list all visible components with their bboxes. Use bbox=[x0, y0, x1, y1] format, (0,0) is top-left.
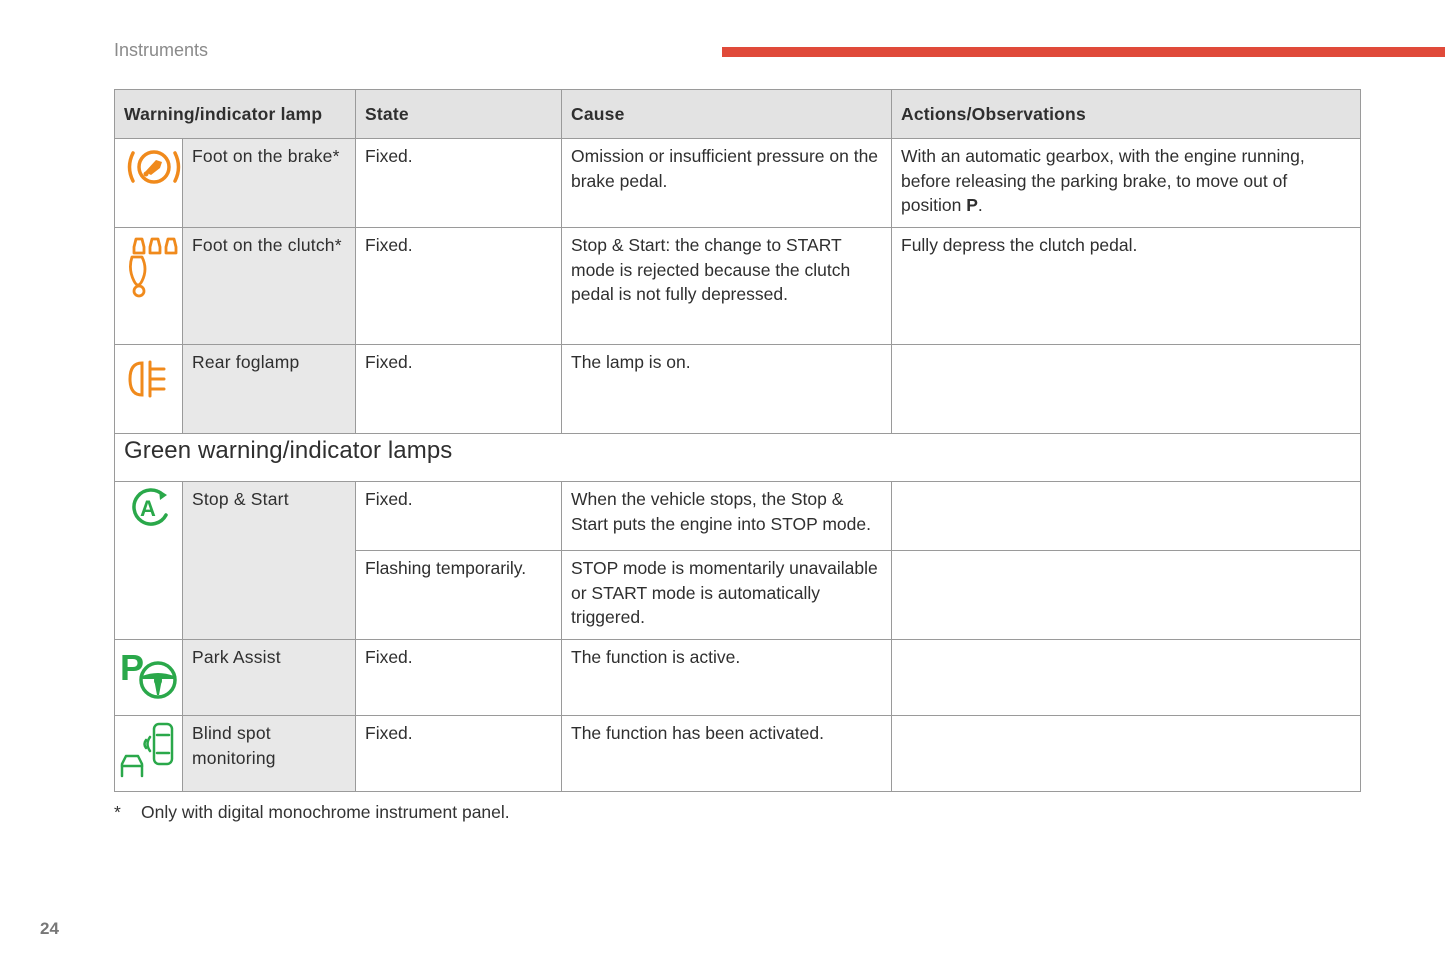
lamp-state: Fixed. bbox=[356, 345, 562, 434]
lamp-state: Fixed. bbox=[356, 640, 562, 716]
lamp-action: Fully depress the clutch pedal. bbox=[892, 228, 1361, 345]
footnote-text: Only with digital monochrome instrument panel. bbox=[141, 802, 510, 822]
lamp-icon-cell bbox=[115, 345, 183, 434]
table-row bbox=[115, 716, 1361, 792]
lamp-cause: The lamp is on. bbox=[562, 345, 892, 434]
lamp-state: Fixed. bbox=[356, 228, 562, 345]
section-title: Instruments bbox=[114, 40, 209, 60]
lamp-action bbox=[892, 551, 1361, 640]
column-header-state: State bbox=[356, 90, 562, 139]
footnote-symbol: * bbox=[114, 802, 121, 822]
lamp-cause: Omission or insufficient pressure on the brake pedal. bbox=[562, 139, 892, 228]
lamp-name: Foot on the clutch* bbox=[183, 228, 356, 345]
lamp-name: Stop & Start bbox=[183, 482, 356, 640]
park-assist-icon bbox=[118, 644, 180, 700]
lamp-icon-cell bbox=[115, 228, 183, 345]
lamp-name: Foot on the brake* bbox=[183, 139, 356, 228]
lamp-state: Fixed. bbox=[356, 482, 562, 551]
lamp-state: Fixed. bbox=[356, 716, 562, 792]
lamp-action: With an automatic gearbox, with the engine running, before releasing the parking brake, to move out of position P. bbox=[892, 139, 1361, 228]
lamp-action bbox=[892, 345, 1361, 434]
table-row bbox=[115, 640, 1361, 716]
lamp-cause: The function is active. bbox=[562, 640, 892, 716]
lamp-cause: The function has been activated. bbox=[562, 716, 892, 792]
table-row bbox=[115, 345, 1361, 434]
table-row bbox=[115, 228, 1361, 345]
green-lamps-heading: Green warning/indicator lamps bbox=[115, 434, 1361, 482]
blind-spot-monitoring-icon bbox=[118, 720, 180, 780]
column-header-actions: Actions/Observations bbox=[892, 90, 1361, 139]
lamp-name: Blind spot monitoring bbox=[183, 716, 356, 792]
svg-text:P: P bbox=[119, 647, 144, 688]
column-header-cause: Cause bbox=[562, 90, 892, 139]
stop-and-start-icon bbox=[126, 487, 172, 529]
warning-lamps-table bbox=[114, 89, 1361, 792]
lamp-name: Park Assist bbox=[183, 640, 356, 716]
lamp-icon-cell bbox=[115, 482, 183, 640]
column-header-lamp: Warning/indicator lamp bbox=[115, 90, 356, 139]
rear-foglamp-icon bbox=[126, 359, 172, 399]
svg-text:A: A bbox=[139, 496, 156, 521]
lamp-state: Flashing temporarily. bbox=[356, 551, 562, 640]
table-row bbox=[115, 482, 1361, 551]
table-row bbox=[115, 139, 1361, 228]
foot-on-brake-icon bbox=[124, 144, 184, 190]
lamp-action bbox=[892, 482, 1361, 551]
foot-on-clutch-icon bbox=[124, 233, 180, 299]
lamp-cause: STOP mode is momentarily unavailable or START mode is automatically triggered. bbox=[562, 551, 892, 640]
footnote bbox=[114, 802, 510, 823]
table-header-row bbox=[115, 90, 1361, 139]
lamp-icon-cell bbox=[115, 139, 183, 228]
section-accent-bar bbox=[722, 47, 1445, 57]
lamp-icon-cell bbox=[115, 716, 183, 792]
lamp-action bbox=[892, 716, 1361, 792]
lamp-icon-cell bbox=[115, 640, 183, 716]
group-title-row bbox=[115, 434, 1361, 482]
lamp-cause: When the vehicle stops, the Stop & Start puts the engine into STOP mode. bbox=[562, 482, 892, 551]
lamp-name: Rear foglamp bbox=[183, 345, 356, 434]
lamp-state: Fixed. bbox=[356, 139, 562, 228]
page-number: 24 bbox=[40, 919, 59, 938]
lamp-cause: Stop & Start: the change to START mode is rejected because the clutch pedal is not fully depressed. bbox=[562, 228, 892, 345]
lamp-action bbox=[892, 640, 1361, 716]
